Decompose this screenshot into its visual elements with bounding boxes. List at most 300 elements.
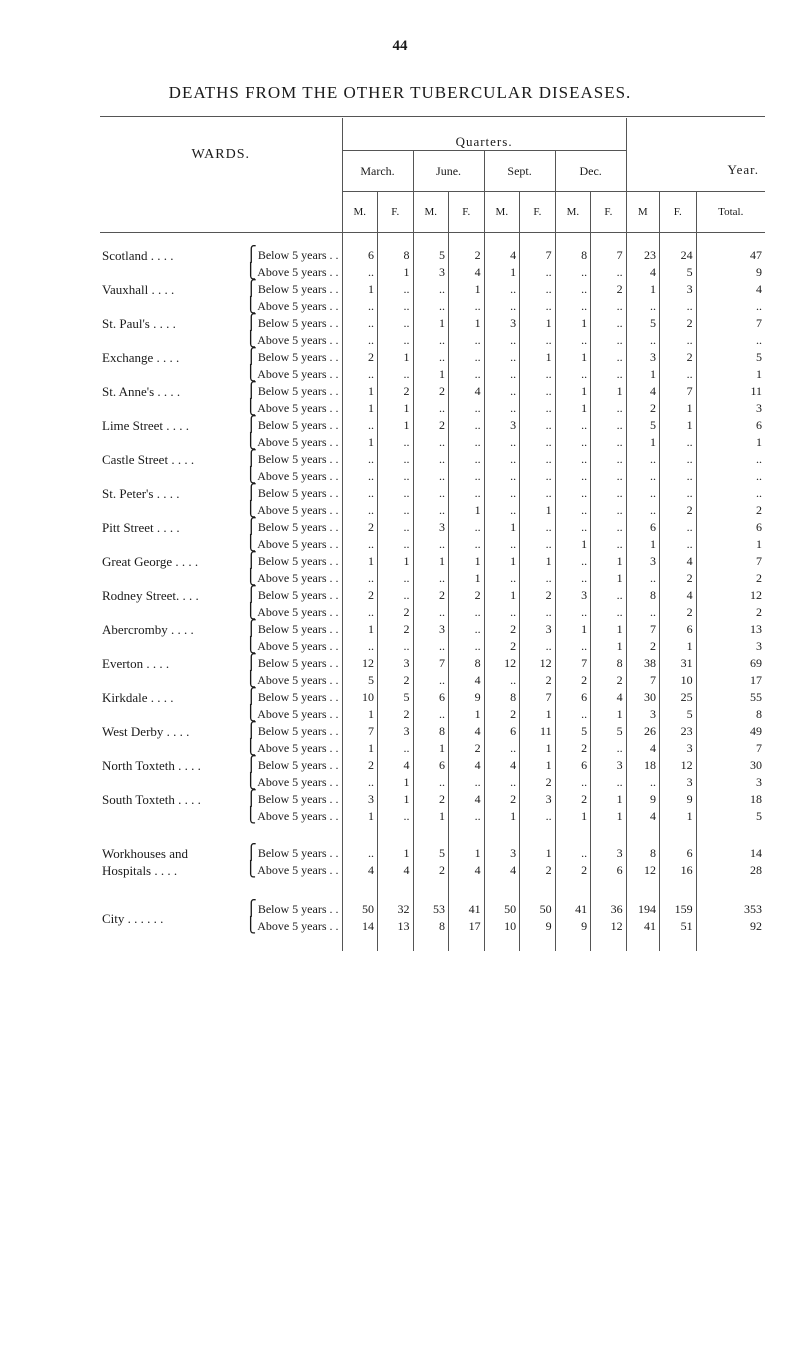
below-cell: 3 — [659, 281, 696, 298]
brace-glyph: ⎧ — [245, 451, 257, 467]
above-cell: .. — [696, 468, 765, 485]
ward-name: Scotland . . . . — [102, 248, 174, 263]
above-cell: .. — [555, 638, 591, 655]
below-cell: 38 — [626, 655, 659, 672]
below-cell: 36 — [591, 901, 627, 918]
below-cell: 2 — [484, 791, 520, 808]
above-cell: 3 — [659, 774, 696, 791]
brace-glyph: ⎧ — [245, 689, 257, 705]
below-cell: 6 — [696, 417, 765, 434]
above-cell: .. — [342, 570, 378, 587]
below-cell: 13 — [696, 621, 765, 638]
june-header: June. — [413, 151, 484, 192]
above-cell: 1 — [342, 706, 378, 723]
above-cell: 1 — [378, 264, 414, 281]
above-cell: .. — [555, 366, 591, 383]
above-cell: 2 — [413, 862, 449, 879]
above-cell: .. — [555, 502, 591, 519]
below-cell: .. — [449, 519, 485, 536]
table-row — [100, 264, 765, 281]
below-cell: 8 — [555, 247, 591, 264]
above-cell: .. — [484, 502, 520, 519]
below-cell: 1 — [342, 553, 378, 570]
year-header: Year. — [626, 118, 765, 192]
below-cell: 1 — [520, 845, 556, 862]
above-cell: .. — [378, 808, 414, 825]
above-cell: .. — [520, 400, 556, 417]
below-cell: .. — [484, 383, 520, 400]
below-cell: 18 — [696, 791, 765, 808]
below-cell: 8 — [626, 845, 659, 862]
age-above-label — [187, 672, 342, 689]
below-cell: .. — [449, 349, 485, 366]
brace-glyph: ⎧ — [245, 315, 257, 331]
below-cell: 5 — [626, 315, 659, 332]
age-text: Above 5 years . . — [257, 537, 339, 551]
below-cell: 2 — [484, 621, 520, 638]
above-cell: 16 — [659, 862, 696, 879]
above-cell: 2 — [378, 672, 414, 689]
brace-glyph: ⎧ — [245, 519, 257, 535]
below-cell: 6 — [626, 519, 659, 536]
below-cell: .. — [659, 451, 696, 468]
above-cell: 1 — [555, 400, 591, 417]
age-above-label — [187, 434, 342, 451]
brace-glyph: ⎩ — [244, 570, 257, 586]
total-header: Total. — [696, 192, 765, 233]
ward-name: St. Anne's . . . . — [102, 384, 181, 399]
above-cell: 7 — [696, 740, 765, 757]
table-row — [100, 519, 765, 536]
below-cell: 69 — [696, 655, 765, 672]
above-cell: .. — [378, 638, 414, 655]
age-above-label — [187, 332, 342, 349]
below-cell: .. — [520, 485, 556, 502]
above-cell: 1 — [342, 434, 378, 451]
below-cell: .. — [342, 315, 378, 332]
ward-name: Vauxhall . . . . — [102, 282, 175, 297]
below-cell: 12 — [659, 757, 696, 774]
above-cell: .. — [378, 468, 414, 485]
age-below-label — [187, 757, 342, 774]
above-cell: .. — [626, 298, 659, 315]
age-text: Above 5 years . . — [257, 707, 339, 721]
below-cell: 25 — [659, 689, 696, 706]
above-cell: .. — [626, 332, 659, 349]
city-total-row — [100, 901, 765, 918]
above-cell: .. — [520, 570, 556, 587]
table-row — [100, 468, 765, 485]
above-cell: 4 — [626, 808, 659, 825]
below-cell: 2 — [555, 791, 591, 808]
above-cell: .. — [659, 434, 696, 451]
above-cell: .. — [484, 332, 520, 349]
below-cell: .. — [591, 417, 627, 434]
above-cell: .. — [626, 774, 659, 791]
below-cell: 1 — [555, 349, 591, 366]
below-cell: 11 — [520, 723, 556, 740]
age-above-label — [187, 502, 342, 519]
above-cell: 13 — [378, 918, 414, 935]
above-cell: .. — [520, 366, 556, 383]
brace-glyph: ⎧ — [245, 349, 257, 365]
above-cell: .. — [484, 468, 520, 485]
above-cell: .. — [591, 298, 627, 315]
below-cell: 50 — [342, 901, 378, 918]
below-cell: 32 — [378, 901, 414, 918]
below-cell: 2 — [342, 757, 378, 774]
age-text: Below 5 years . . — [257, 758, 339, 772]
below-cell: 8 — [484, 689, 520, 706]
above-cell: .. — [591, 400, 627, 417]
above-cell: .. — [555, 774, 591, 791]
above-cell: 1 — [449, 570, 485, 587]
age-text: Above 5 years . . — [257, 605, 339, 619]
table-row — [100, 689, 765, 706]
above-cell: 1 — [626, 536, 659, 553]
below-cell: .. — [520, 519, 556, 536]
below-cell: 1 — [484, 519, 520, 536]
above-cell: 7 — [626, 672, 659, 689]
above-cell: 28 — [696, 862, 765, 879]
above-cell: 2 — [659, 604, 696, 621]
below-cell: .. — [342, 417, 378, 434]
below-cell: 41 — [449, 901, 485, 918]
above-cell: 3 — [696, 774, 765, 791]
below-cell: 4 — [449, 383, 485, 400]
below-cell: 1 — [378, 845, 414, 862]
age-text: Below 5 years . . — [257, 282, 339, 296]
below-cell: .. — [520, 451, 556, 468]
below-cell: 1 — [413, 315, 449, 332]
below-cell: 194 — [626, 901, 659, 918]
brace-glyph: ⎩ — [244, 918, 257, 934]
above-cell: .. — [555, 570, 591, 587]
below-cell: 2 — [659, 315, 696, 332]
above-cell: .. — [696, 332, 765, 349]
below-cell: .. — [591, 519, 627, 536]
ward-name-line2: Hospitals . . . . — [102, 863, 178, 878]
age-below-label — [187, 519, 342, 536]
above-cell: .. — [659, 298, 696, 315]
above-cell: 2 — [555, 862, 591, 879]
above-cell: 4 — [484, 862, 520, 879]
above-cell: 1 — [342, 740, 378, 757]
age-text: Above 5 years . . — [257, 299, 339, 313]
below-cell: 2 — [342, 587, 378, 604]
above-cell: 1 — [520, 740, 556, 757]
above-cell: .. — [591, 774, 627, 791]
brace-glyph: ⎩ — [244, 638, 257, 654]
below-cell: 2 — [591, 281, 627, 298]
age-above-label — [187, 638, 342, 655]
below-cell: 1 — [449, 845, 485, 862]
below-cell: 1 — [378, 553, 414, 570]
below-cell: .. — [449, 417, 485, 434]
brace-glyph: ⎩ — [244, 672, 257, 688]
below-cell: 3 — [520, 791, 556, 808]
below-cell: .. — [591, 587, 627, 604]
below-cell: 5 — [413, 845, 449, 862]
below-cell: 5 — [696, 349, 765, 366]
above-cell: .. — [626, 468, 659, 485]
above-cell: .. — [626, 604, 659, 621]
above-cell: 4 — [626, 740, 659, 757]
below-cell: .. — [413, 349, 449, 366]
above-cell: 4 — [378, 862, 414, 879]
above-cell: .. — [591, 502, 627, 519]
above-cell: 17 — [449, 918, 485, 935]
below-cell: 3 — [413, 621, 449, 638]
above-cell: .. — [449, 638, 485, 655]
below-cell: .. — [555, 417, 591, 434]
table-row — [100, 315, 765, 332]
brace-glyph: ⎧ — [245, 247, 257, 263]
below-cell: 8 — [413, 723, 449, 740]
above-cell: .. — [659, 332, 696, 349]
brace-glyph: ⎩ — [244, 740, 257, 756]
above-cell: 2 — [484, 706, 520, 723]
below-cell: 4 — [659, 553, 696, 570]
ward-name: Abercromby . . . . — [102, 622, 194, 637]
below-cell: 26 — [626, 723, 659, 740]
below-cell: 1 — [378, 791, 414, 808]
above-cell: 4 — [449, 862, 485, 879]
below-cell: 50 — [484, 901, 520, 918]
brace-glyph: ⎩ — [244, 264, 257, 280]
below-cell: 4 — [484, 757, 520, 774]
age-below-label — [187, 723, 342, 740]
below-cell: 2 — [413, 791, 449, 808]
below-cell: 2 — [342, 519, 378, 536]
age-text: Below 5 years . . — [257, 316, 339, 330]
below-cell: 14 — [696, 845, 765, 862]
page-title: DEATHS FROM THE OTHER TUBERCULAR DISEASES. — [168, 83, 632, 102]
above-cell: .. — [413, 536, 449, 553]
below-cell: 1 — [413, 553, 449, 570]
table-row — [100, 638, 765, 655]
below-cell: 10 — [342, 689, 378, 706]
age-above-label — [187, 774, 342, 791]
brace-glyph: ⎧ — [245, 845, 257, 861]
above-cell: .. — [413, 434, 449, 451]
below-cell: 12 — [484, 655, 520, 672]
age-above-label — [187, 264, 342, 281]
above-cell: 1 — [696, 536, 765, 553]
brace-glyph: ⎩ — [244, 434, 257, 450]
below-cell: 6 — [555, 757, 591, 774]
brace-glyph: ⎩ — [244, 400, 257, 416]
below-cell: 3 — [591, 845, 627, 862]
above-cell: 1 — [484, 264, 520, 281]
above-cell: .. — [555, 264, 591, 281]
brace-glyph: ⎩ — [244, 468, 257, 484]
ward-name: Workhouses and — [102, 846, 188, 861]
below-cell: 6 — [413, 757, 449, 774]
below-cell: .. — [520, 281, 556, 298]
below-cell: .. — [378, 587, 414, 604]
above-cell: 2 — [520, 862, 556, 879]
below-cell: 3 — [413, 519, 449, 536]
below-cell: 50 — [520, 901, 556, 918]
below-cell: 7 — [626, 621, 659, 638]
below-cell: 3 — [555, 587, 591, 604]
above-cell: 1 — [413, 740, 449, 757]
age-below-label — [187, 845, 342, 862]
above-cell: .. — [342, 332, 378, 349]
below-cell: 4 — [659, 587, 696, 604]
above-cell: .. — [342, 638, 378, 655]
june-f-header: F. — [449, 192, 485, 233]
above-cell: .. — [413, 502, 449, 519]
above-cell: 1 — [520, 502, 556, 519]
below-cell: 11 — [696, 383, 765, 400]
above-cell: .. — [626, 502, 659, 519]
below-cell: 2 — [520, 587, 556, 604]
table-row — [100, 845, 765, 862]
age-above-label — [187, 808, 342, 825]
ward-name: North Toxteth . . . . — [102, 758, 201, 773]
tubercular-deaths-table — [100, 118, 765, 951]
below-cell: 5 — [413, 247, 449, 264]
above-cell: 3 — [696, 400, 765, 417]
above-cell: 14 — [342, 918, 378, 935]
above-cell: 1 — [378, 774, 414, 791]
brace-glyph: ⎧ — [245, 621, 257, 637]
table-row — [100, 349, 765, 366]
table-row — [100, 655, 765, 672]
age-text: Below 5 years . . — [257, 792, 339, 806]
table-container — [100, 118, 765, 951]
below-cell: 1 — [520, 315, 556, 332]
above-cell: .. — [484, 570, 520, 587]
ward-name: Kirkdale . . . . — [102, 690, 174, 705]
age-above-label — [187, 570, 342, 587]
below-cell: 8 — [591, 655, 627, 672]
below-cell: 6 — [696, 519, 765, 536]
below-cell: 6 — [484, 723, 520, 740]
table-row — [100, 332, 765, 349]
brace-glyph: ⎩ — [244, 366, 257, 382]
age-text: Above 5 years . . — [257, 435, 339, 449]
age-text: Above 5 years . . — [257, 741, 339, 755]
above-cell: .. — [484, 298, 520, 315]
above-cell: .. — [555, 332, 591, 349]
age-text: Below 5 years . . — [257, 622, 339, 636]
below-cell: .. — [659, 519, 696, 536]
below-cell: .. — [626, 485, 659, 502]
brace-glyph: ⎩ — [244, 536, 257, 552]
age-text: Above 5 years . . — [257, 503, 339, 517]
above-cell: 2 — [555, 740, 591, 757]
age-below-label — [187, 621, 342, 638]
above-cell: .. — [378, 536, 414, 553]
below-cell: 4 — [449, 791, 485, 808]
above-cell: .. — [378, 570, 414, 587]
age-text: Above 5 years . . — [257, 673, 339, 687]
above-cell: 9 — [555, 918, 591, 935]
above-cell: 3 — [626, 706, 659, 723]
above-cell: .. — [591, 536, 627, 553]
age-below-label — [187, 901, 342, 918]
above-cell: 2 — [696, 570, 765, 587]
march-f-header: F. — [378, 192, 414, 233]
above-cell: .. — [342, 536, 378, 553]
above-cell: .. — [520, 332, 556, 349]
above-cell: 2 — [591, 672, 627, 689]
above-cell: 5 — [659, 706, 696, 723]
age-text: Below 5 years . . — [257, 656, 339, 670]
below-cell: .. — [555, 519, 591, 536]
ward-name: Pitt Street . . . . — [102, 520, 180, 535]
age-text: Below 5 years . . — [257, 554, 339, 568]
below-cell: .. — [378, 485, 414, 502]
below-cell: .. — [413, 451, 449, 468]
age-below-label — [187, 689, 342, 706]
ward-name: Lime Street . . . . — [102, 418, 190, 433]
above-cell: 8 — [413, 918, 449, 935]
below-cell: 2 — [413, 383, 449, 400]
below-cell: 2 — [449, 587, 485, 604]
age-text: Above 5 years . . — [257, 919, 339, 933]
ward-name: Everton . . . . — [102, 656, 170, 671]
brace-glyph: ⎧ — [245, 757, 257, 773]
brace-glyph: ⎩ — [244, 808, 257, 824]
age-above-label — [187, 536, 342, 553]
below-cell: .. — [484, 281, 520, 298]
march-header: March. — [342, 151, 413, 192]
brace-glyph: ⎧ — [245, 281, 257, 297]
below-cell: .. — [342, 485, 378, 502]
below-cell: .. — [484, 451, 520, 468]
below-cell: 1 — [484, 553, 520, 570]
below-cell: 1 — [591, 383, 627, 400]
age-text: Above 5 years . . — [257, 775, 339, 789]
above-cell: 1 — [413, 808, 449, 825]
table-row — [100, 298, 765, 315]
below-cell: 6 — [342, 247, 378, 264]
above-cell: 3 — [659, 740, 696, 757]
above-cell: 2 — [626, 400, 659, 417]
below-cell: .. — [555, 553, 591, 570]
below-cell: 7 — [413, 655, 449, 672]
dec-header: Dec. — [555, 151, 626, 192]
above-cell: .. — [659, 366, 696, 383]
table-row — [100, 808, 765, 825]
table-row — [100, 862, 765, 879]
below-cell: .. — [342, 845, 378, 862]
age-below-label — [187, 417, 342, 434]
above-cell: .. — [449, 536, 485, 553]
above-cell: 10 — [659, 672, 696, 689]
above-cell: .. — [449, 366, 485, 383]
below-cell: 3 — [378, 655, 414, 672]
above-cell: 41 — [626, 918, 659, 935]
above-cell: .. — [413, 706, 449, 723]
dec-f-header: F. — [591, 192, 627, 233]
above-cell: .. — [520, 264, 556, 281]
below-cell: 6 — [659, 621, 696, 638]
above-cell: .. — [591, 468, 627, 485]
below-cell: 4 — [626, 383, 659, 400]
quarters-header: Quarters. — [342, 118, 626, 151]
above-cell: .. — [555, 468, 591, 485]
city-total-row — [100, 918, 765, 935]
above-cell: 2 — [659, 502, 696, 519]
above-cell: .. — [659, 468, 696, 485]
below-cell: 1 — [484, 587, 520, 604]
above-cell: .. — [378, 740, 414, 757]
